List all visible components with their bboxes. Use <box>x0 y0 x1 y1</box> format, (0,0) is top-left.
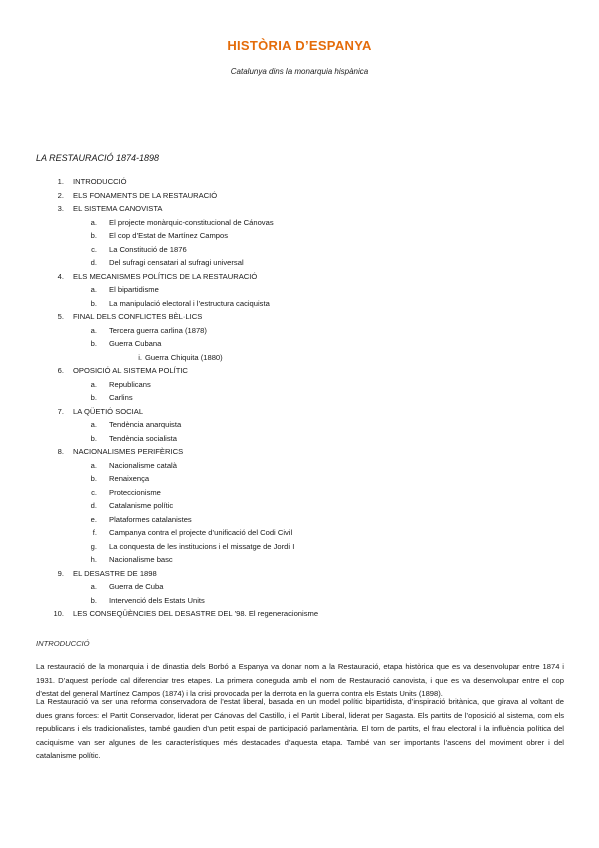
toc-item <box>0 243 599 257</box>
intro-paragraph-1: La restauració de la monarquia i de dinastia dels Borbó a Espanya va donar nom a la Restauració, etapa històrica que es va desenvolupar entre 1874 i 1931. D’aquest període cal diferenciar tres etapes. La primera coneguda amb el nom de Restauració canovista, i que es va desenvolupar entre el cop d’estat del general Martínez Campos (1874) i la crisi provocada per la derrota en la guerra contra els Estats Units (1898). <box>36 662 564 698</box>
toc-item <box>0 567 599 581</box>
toc-item-text: La manipulació electoral i l’estructura caciquista <box>109 298 270 308</box>
toc-item-text: La Constitució de 1876 <box>109 244 187 254</box>
toc-item-number: b. <box>90 393 97 402</box>
toc-item-number: e. <box>90 514 97 524</box>
toc-item-number: b. <box>90 339 97 348</box>
toc-item <box>0 391 599 405</box>
toc-item <box>0 256 599 270</box>
toc-item <box>0 324 599 338</box>
toc-item <box>0 540 599 554</box>
toc-item-text: La conquesta de les institucions i el missatge de Jordi I <box>109 541 295 551</box>
toc-item-text: Tendència anarquista <box>109 420 182 429</box>
toc-item-text: NACIONALISMES PERIFÈRICS <box>73 447 184 456</box>
toc-item-number: d. <box>90 501 97 510</box>
toc-item-number: 1. <box>57 177 64 186</box>
toc-item-number: 6. <box>57 366 64 375</box>
toc-item-text: El cop d’Estat de Martínez Campos <box>109 231 229 240</box>
toc-item <box>0 297 599 311</box>
toc-item-text: LES CONSEQÜÈNCIES DEL DESASTRE DEL ’98. El regeneracionisme <box>73 609 319 618</box>
toc-item <box>0 405 599 419</box>
toc-item-text: Nacionalisme basc <box>109 555 173 564</box>
toc-item-number: 3. <box>57 204 64 213</box>
toc-item-number: c. <box>91 244 97 254</box>
toc-item <box>0 175 599 189</box>
toc-item <box>0 270 599 284</box>
toc-item-text: Intervenció dels Estats Units <box>109 595 205 605</box>
toc-item-number: b. <box>90 231 97 240</box>
toc-item <box>0 202 599 216</box>
toc-item-text: Nacionalisme català <box>109 460 177 470</box>
toc-item <box>0 418 599 432</box>
toc-item-text: Catalanisme polític <box>109 501 174 510</box>
toc-item-text: Proteccionisme <box>109 487 161 497</box>
toc-item-text: Guerra Chiquita (1880) <box>145 352 223 362</box>
toc-item-text: Plataformes catalanistes <box>109 514 192 524</box>
toc-item <box>0 499 599 513</box>
toc-item <box>0 432 599 446</box>
toc-item <box>0 459 599 473</box>
toc-item-number: a. <box>90 460 97 470</box>
toc-item <box>0 351 599 365</box>
toc-item <box>0 607 599 621</box>
toc-item-number: a. <box>90 379 97 389</box>
toc-item-text: Campanya contra el projecte d’unificació del Codi Civil <box>109 528 293 537</box>
toc-item-number: 7. <box>57 406 64 416</box>
toc-item-text: ELS FONAMENTS DE LA RESTAURACIÓ <box>73 190 218 200</box>
intro-heading: INTRODUCCIÓ <box>36 639 90 648</box>
toc-item-text: Guerra de Cuba <box>109 582 164 591</box>
toc-item <box>0 337 599 351</box>
toc-item-number: a. <box>90 325 97 335</box>
toc-item <box>0 486 599 500</box>
toc-item-number: 5. <box>57 312 64 321</box>
toc-item-text: Renaixença <box>109 474 150 483</box>
toc-item-number: 4. <box>57 271 64 281</box>
toc-item-text: Del sufragi censatari al sufragi universal <box>109 258 244 267</box>
toc-item-text: FINAL DELS CONFLICTES BÈL·LICS <box>73 312 203 321</box>
toc-item-text: Guerra Cubana <box>109 339 162 348</box>
toc-item-number: g. <box>90 541 97 551</box>
toc-item <box>0 580 599 594</box>
toc-item-text: INTRODUCCIÓ <box>73 177 127 186</box>
toc-item-number: d. <box>90 258 97 267</box>
toc-item-number: h. <box>90 555 97 564</box>
toc-item <box>0 310 599 324</box>
toc-item <box>0 553 599 567</box>
toc-item-number: a. <box>90 582 97 591</box>
toc-item-number: a. <box>90 420 97 429</box>
toc-item-number: 2. <box>57 190 64 200</box>
toc-item-text: Republicans <box>109 379 151 389</box>
toc-item-text: EL SISTEMA CANOVISTA <box>73 204 163 213</box>
toc-item <box>0 216 599 230</box>
toc-item-number: 9. <box>57 568 64 578</box>
toc-item-number: b. <box>90 433 97 443</box>
toc-item-number: b. <box>90 595 97 605</box>
toc-item <box>0 283 599 297</box>
toc-item-number: a. <box>90 285 97 294</box>
toc-item <box>0 189 599 203</box>
toc-item-text: EL DESASTRE DE 1898 <box>73 568 157 578</box>
toc-item-number: f. <box>92 528 97 537</box>
section-title: LA RESTAURACIÓ 1874-1898 <box>36 153 160 163</box>
toc-item-number: b. <box>90 298 97 308</box>
toc-item-number: 10. <box>53 609 64 618</box>
toc-item-text: OPOSICIÓ AL SISTEMA POLÍTIC <box>73 366 188 375</box>
toc-item-number: a. <box>90 217 97 227</box>
toc-item <box>0 445 599 459</box>
toc-item-text: El bipartidisme <box>109 285 159 294</box>
toc-item <box>0 472 599 486</box>
toc-item-number: c. <box>91 487 97 497</box>
toc-item-number: 8. <box>57 447 64 456</box>
toc-item-text: Carlins <box>109 393 133 402</box>
toc-item <box>0 229 599 243</box>
toc-item-text: El projecte monàrquic-constitucional de Cánovas <box>109 217 274 227</box>
toc-item <box>0 513 599 527</box>
document-subtitle: Catalunya dins la monarquia hispànica <box>230 67 369 76</box>
toc-item <box>0 594 599 608</box>
toc-item-text: Tercera guerra carlina (1878) <box>109 325 207 335</box>
toc-item <box>0 378 599 392</box>
toc-item-number: i. <box>138 352 142 362</box>
toc-item-number: b. <box>90 474 97 483</box>
toc-item-text: Tendència socialista <box>109 433 177 443</box>
intro-paragraph-2: La Restauració va ser una reforma conservadora de l’estat liberal, basada en un model polític bipartidista, d’inspiració britànica, que girava al voltant de dues grans forces: el Partit Conservador, liderat per Cánovas del Castillo, i el Partit Liberal, liderat per Sagasta. Els partits de l’oposició al sistema, com els republicans i els tradicionalistes, també gaudien d’un petit espai de participació parlamentària. El torn de partits, el frau electoral i la influència política del caciquisme van ser algunes de les característiques més destacades d’aquesta etapa. També van ser importants l’ascens del moviment obrer i del catalanisme polític. <box>36 697 564 760</box>
toc-item <box>0 364 599 378</box>
toc-item-text: ELS MECANISMES POLÍTICS DE LA RESTAURACIÓ <box>73 271 258 281</box>
table-of-contents <box>0 175 599 621</box>
document-title: HISTÒRIA D’ESPANYA <box>227 38 372 53</box>
toc-item <box>0 526 599 540</box>
toc-item-text: LA QÜETIÓ SOCIAL <box>73 406 144 416</box>
